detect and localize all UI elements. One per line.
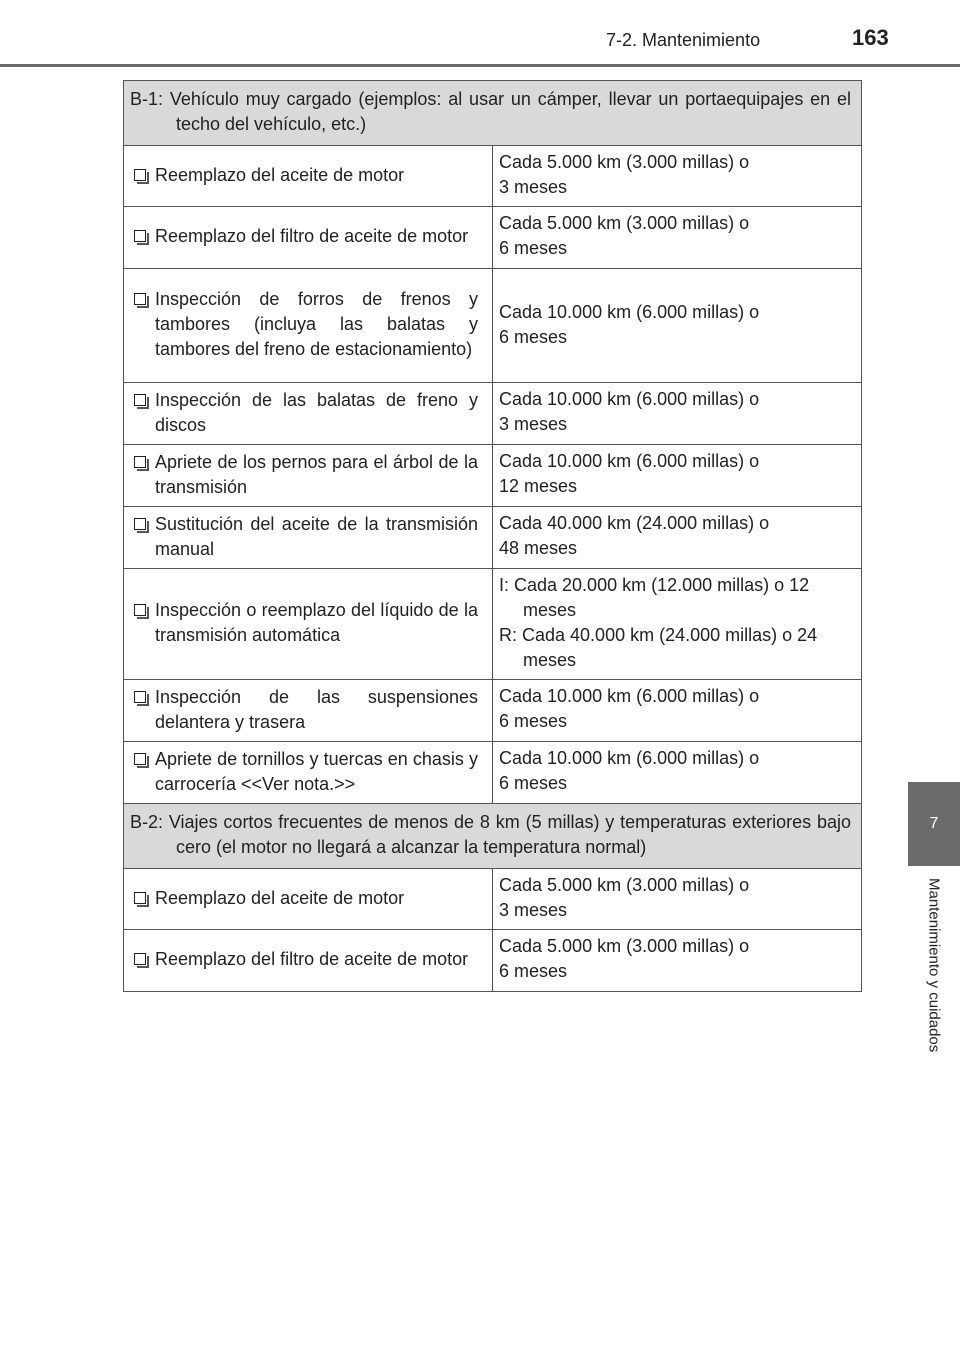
item-label: Reemplazo del aceite de motor (155, 164, 405, 185)
item-label: Reemplazo del aceite de motor (155, 887, 405, 908)
checkbox-icon (134, 293, 146, 305)
item-label: Sustitución del aceite de la transmisión manual (155, 513, 478, 559)
table-row (124, 507, 862, 569)
item-label: Apriete de los pernos para el árbol de la transmisión (155, 451, 478, 497)
item-label: Inspección de forros de frenos y tambores (incluya las balatas y tambores del freno de estacionamiento) (155, 289, 478, 359)
checkbox-icon (134, 169, 146, 181)
interval-line: Cada 5.000 km (3.000 millas) o (499, 152, 750, 172)
checkbox-icon (134, 456, 146, 468)
table-row (124, 146, 862, 207)
header-divider (0, 64, 960, 67)
item-label: Reemplazo del filtro de aceite de motor (155, 226, 469, 246)
table-row (124, 869, 862, 930)
group-title: B-2: Viajes cortos frecuentes de menos de 8 km (5 millas) y temperaturas exteriores bajo cero (el motor no llegará a alcanzar la temperatura normal) (130, 812, 851, 857)
item-label: Apriete de tornillos y tuercas en chasis y carrocería <<Ver nota.>> (155, 748, 478, 794)
interval-line: Cada 10.000 km (6.000 millas) o (499, 301, 760, 322)
interval-line: 6 meses (499, 773, 568, 793)
chapter-label-container (908, 878, 960, 1098)
interval-line: Cada 10.000 km (6.000 millas) o (499, 389, 760, 409)
interval-line: 12 meses (499, 476, 578, 496)
section-title: 7-2. Mantenimiento (606, 30, 761, 50)
chapter-number: 7 (929, 815, 939, 832)
page-number: 163 (852, 25, 889, 50)
checkbox-icon (134, 892, 146, 904)
checkbox-icon (134, 953, 146, 965)
table-row (124, 569, 862, 680)
item-label: Reemplazo del filtro de aceite de motor (155, 949, 469, 969)
table-row (124, 207, 862, 269)
interval-line: 6 meses (499, 326, 568, 347)
checkbox-icon (134, 691, 146, 703)
group-title: B-1: Vehículo muy cargado (ejemplos: al usar un cámper, llevar un portaequipajes en el techo del vehículo, etc.) (130, 89, 851, 134)
interval-line: Cada 5.000 km (3.000 millas) o (499, 213, 750, 233)
checkbox-icon (134, 518, 146, 530)
table-row (124, 742, 862, 804)
table-row (124, 680, 862, 742)
interval-line: Cada 10.000 km (6.000 millas) o (499, 451, 760, 471)
maintenance-table (123, 80, 862, 992)
interval-line: Cada 10.000 km (6.000 millas) o (499, 686, 760, 706)
checkbox-icon (134, 230, 146, 242)
interval-line: 3 meses (499, 177, 568, 197)
interval-line: I: Cada 20.000 km (12.000 millas) o 12 meses (499, 575, 810, 620)
interval-line: 48 meses (499, 538, 578, 558)
group-header-row (124, 81, 862, 146)
table-row (124, 269, 862, 383)
interval-line: 6 meses (499, 961, 568, 981)
interval-line: R: Cada 40.000 km (24.000 millas) o 24 meses (499, 625, 818, 670)
table-row (124, 445, 862, 507)
interval-line: 3 meses (499, 414, 568, 434)
group-header-row (124, 804, 862, 869)
interval-line: 6 meses (499, 238, 568, 258)
chapter-label: Mantenimiento y cuidados (925, 878, 943, 1053)
checkbox-icon (134, 604, 146, 616)
interval-line: Cada 40.000 km (24.000 millas) o (499, 513, 770, 533)
item-label: Inspección de las balatas de freno y discos (155, 389, 478, 435)
interval-line: Cada 5.000 km (3.000 millas) o (499, 875, 750, 895)
interval-line: 3 meses (499, 900, 568, 920)
group-header-cell (124, 81, 862, 146)
item-label: Inspección o reemplazo del líquido de la transmisión automática (155, 600, 478, 645)
table-row (124, 930, 862, 992)
item-label: Inspección de las suspensiones delantera y trasera (155, 686, 478, 732)
group-header-cell (124, 804, 862, 869)
interval-line: Cada 5.000 km (3.000 millas) o (499, 936, 750, 956)
checkbox-icon (134, 753, 146, 765)
interval-line: Cada 10.000 km (6.000 millas) o (499, 748, 760, 768)
chapter-tab (908, 782, 960, 866)
interval-line: 6 meses (499, 711, 568, 731)
checkbox-icon (134, 394, 146, 406)
table-row (124, 383, 862, 445)
